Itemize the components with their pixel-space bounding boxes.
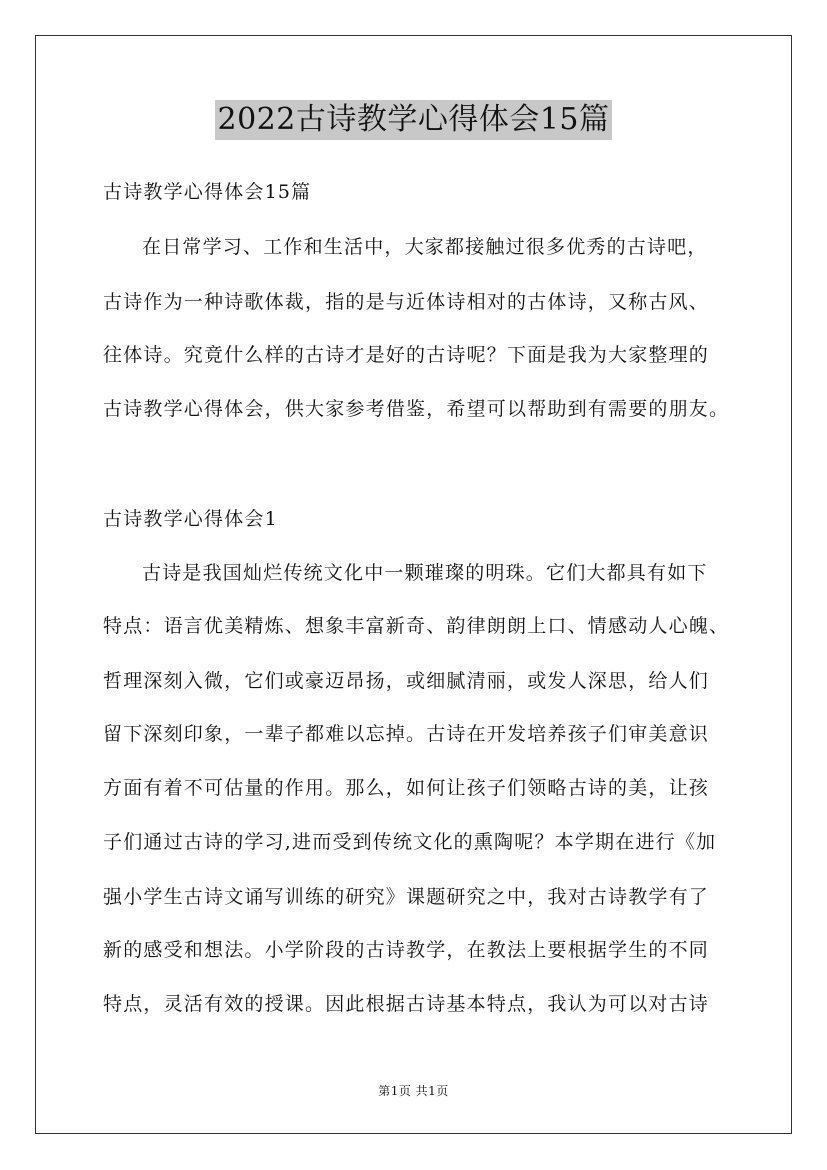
paragraph-line: 哲理深刻入微，它们或豪迈昂扬，或细腻清丽，或发人深思，给人们 [103, 670, 710, 692]
page-footer: 第1页 共1页 [378, 1084, 449, 1098]
intro-line: 古诗教学心得体会，供大家参考借鉴，希望可以帮助到有需要的朋友。 [103, 398, 730, 420]
intro-line: 往体诗。究竟什么样的古诗才是好的古诗呢？下面是我为大家整理的 [103, 344, 710, 366]
paragraph-line: 方面有着不可估量的作用。那么，如何让孩子们领略古诗的美，让孩 [103, 777, 710, 799]
intro-line: 在日常学习、工作和生活中，大家都接触过很多优秀的古诗吧， [142, 236, 708, 258]
paragraph-line: 留下深刻印象，一辈子都难以忘掉。古诗在开发培养孩子们审美意识 [103, 723, 710, 745]
paragraph-line: 特点，灵活有效的授课。因此根据古诗基本特点，我认为可以对古诗 [103, 993, 710, 1015]
paragraph-line: 新的感受和想法。小学阶段的古诗教学，在教法上要根据学生的不同 [103, 939, 710, 961]
section-heading: 古诗教学心得体会1 [103, 508, 278, 530]
paragraph-line: 强小学生古诗文诵写训练的研究》课题研究之中，我对古诗教学有了 [103, 886, 710, 908]
document-subtitle: 古诗教学心得体会15篇 [103, 181, 312, 203]
paragraph-line: 子们通过古诗的学习,进而受到传统文化的熏陶呢？本学期在进行《加 [103, 831, 717, 853]
document-title: 2022古诗教学心得体会15篇 [215, 100, 611, 140]
intro-line: 古诗作为一种诗歌体裁，指的是与近体诗相对的古体诗，又称古风、 [103, 291, 710, 313]
paragraph-line: 古诗是我国灿烂传统文化中一颗璀璨的明珠。它们大都具有如下 [142, 562, 708, 584]
paragraph-line: 特点：语言优美精炼、想象丰富新奇、韵律朗朗上口、情感动人心魄、 [103, 615, 730, 637]
